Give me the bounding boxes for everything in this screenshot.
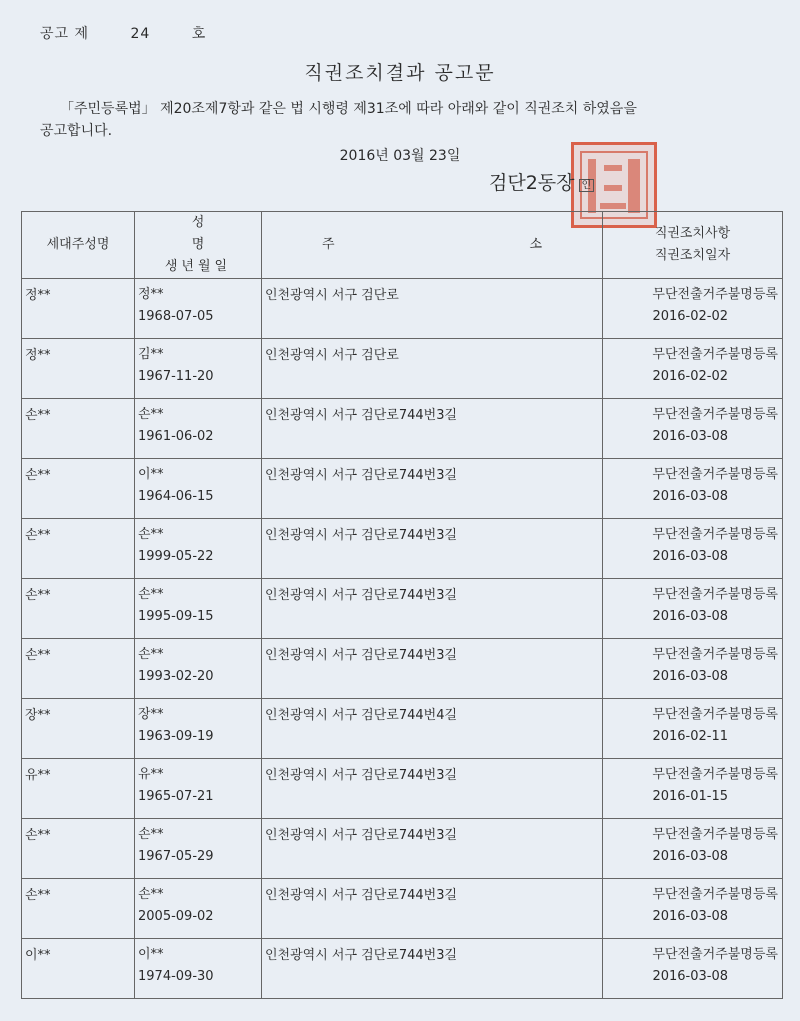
name-birth-cell bbox=[135, 819, 262, 879]
action-date: 2016-03-08 bbox=[652, 549, 728, 564]
head-of-household-cell: 장** bbox=[22, 699, 135, 759]
action-date: 2016-03-08 bbox=[652, 669, 728, 684]
birth-date: 1993-02-20 bbox=[138, 669, 214, 684]
person-name: 손** bbox=[138, 587, 164, 602]
table-row bbox=[22, 939, 783, 999]
header-action-date: 직권조치일자 bbox=[654, 248, 731, 263]
birth-date: 1967-05-29 bbox=[138, 849, 214, 864]
notice-number: 24 bbox=[130, 26, 151, 42]
person-name: 손** bbox=[138, 407, 164, 422]
name-birth-cell bbox=[135, 639, 262, 699]
name-birth-cell bbox=[135, 939, 262, 999]
person-name: 손** bbox=[138, 827, 164, 842]
head-of-household-cell: 손** bbox=[22, 579, 135, 639]
name-birth-cell bbox=[135, 339, 262, 399]
action-date: 2016-02-02 bbox=[652, 369, 728, 384]
head-of-household-cell: 손** bbox=[22, 399, 135, 459]
address-cell: 인천광역시 서구 검단로744번4길 bbox=[262, 699, 603, 759]
address-cell: 인천광역시 서구 검단로744번3길 bbox=[262, 639, 603, 699]
action-cell bbox=[603, 699, 783, 759]
table-row bbox=[22, 879, 783, 939]
action-type: 무단전출거주불명등록 bbox=[652, 467, 778, 482]
action-type: 무단전출거주불명등록 bbox=[652, 647, 778, 662]
table-row bbox=[22, 399, 783, 459]
table-row bbox=[22, 579, 783, 639]
header-address-left: 주 bbox=[322, 237, 335, 252]
head-of-household-cell: 손** bbox=[22, 519, 135, 579]
head-of-household-cell: 손** bbox=[22, 819, 135, 879]
birth-date: 1964-06-15 bbox=[138, 489, 214, 504]
action-cell bbox=[603, 339, 783, 399]
signer bbox=[489, 168, 594, 195]
action-type: 무단전출거주불명등록 bbox=[652, 827, 778, 842]
header-name: 성 명 bbox=[191, 215, 245, 252]
head-of-household-cell: 정** bbox=[22, 279, 135, 339]
action-type: 무단전출거주불명등록 bbox=[652, 947, 778, 962]
address-cell: 인천광역시 서구 검단로744번3길 bbox=[262, 819, 603, 879]
notice-date: 2016년 03월 23일 bbox=[339, 148, 461, 164]
birth-date: 1961-06-02 bbox=[138, 429, 214, 444]
action-type: 무단전출거주불명등록 bbox=[652, 767, 778, 782]
header-name-birth bbox=[135, 212, 262, 279]
table-row bbox=[22, 519, 783, 579]
table-row bbox=[22, 819, 783, 879]
header-address-right: 소 bbox=[529, 237, 542, 252]
person-name: 정** bbox=[138, 287, 164, 302]
address-cell: 인천광역시 서구 검단로 bbox=[262, 279, 603, 339]
head-of-household-cell: 이** bbox=[22, 939, 135, 999]
birth-date: 1995-09-15 bbox=[138, 609, 214, 624]
intro-line-2: 공고합니다. bbox=[40, 123, 113, 139]
birth-date: 1974-09-30 bbox=[138, 969, 214, 984]
action-cell bbox=[603, 519, 783, 579]
table-row bbox=[22, 699, 783, 759]
notice-number-line bbox=[40, 23, 206, 43]
table-row bbox=[22, 459, 783, 519]
action-date: 2016-02-11 bbox=[652, 729, 728, 744]
table-row bbox=[22, 279, 783, 339]
action-type: 무단전출거주불명등록 bbox=[652, 587, 778, 602]
person-name: 손** bbox=[138, 647, 164, 662]
birth-date: 2005-09-02 bbox=[138, 909, 214, 924]
action-cell bbox=[603, 939, 783, 999]
birth-date: 1963-09-19 bbox=[138, 729, 214, 744]
signer-title: 검단2동장 bbox=[489, 172, 575, 194]
address-cell: 인천광역시 서구 검단로744번3길 bbox=[262, 939, 603, 999]
name-birth-cell bbox=[135, 759, 262, 819]
address-cell: 인천광역시 서구 검단로 bbox=[262, 339, 603, 399]
address-cell: 인천광역시 서구 검단로744번3길 bbox=[262, 459, 603, 519]
action-type: 무단전출거주불명등록 bbox=[652, 287, 778, 302]
intro-text bbox=[40, 98, 740, 142]
action-type: 무단전출거주불명등록 bbox=[652, 527, 778, 542]
table-row bbox=[22, 639, 783, 699]
action-cell bbox=[603, 459, 783, 519]
action-date: 2016-02-02 bbox=[652, 309, 728, 324]
header-head-of-household: 세대주성명 bbox=[22, 212, 135, 279]
header-address bbox=[262, 212, 603, 279]
action-cell bbox=[603, 819, 783, 879]
action-cell bbox=[603, 759, 783, 819]
page-title: 직권조치결과 공고문 bbox=[304, 62, 496, 84]
action-cell bbox=[603, 279, 783, 339]
action-type: 무단전출거주불명등록 bbox=[652, 887, 778, 902]
action-type: 무단전출거주불명등록 bbox=[652, 407, 778, 422]
header-action bbox=[603, 212, 783, 279]
header-birth: 생년월일 bbox=[164, 259, 232, 274]
action-date: 2016-01-15 bbox=[652, 789, 728, 804]
person-name: 유** bbox=[138, 767, 164, 782]
address-cell: 인천광역시 서구 검단로744번3길 bbox=[262, 519, 603, 579]
action-cell bbox=[603, 639, 783, 699]
table-row bbox=[22, 339, 783, 399]
name-birth-cell bbox=[135, 699, 262, 759]
name-birth-cell bbox=[135, 519, 262, 579]
action-date: 2016-03-08 bbox=[652, 849, 728, 864]
action-date: 2016-03-08 bbox=[652, 969, 728, 984]
intro-line-1: 「주민등록법」 제20조제7항과 같은 법 시행령 제31조에 따라 아래와 같이 직권조치 하였음을 bbox=[60, 101, 637, 117]
action-cell bbox=[603, 399, 783, 459]
birth-date: 1967-11-20 bbox=[138, 369, 214, 384]
name-birth-cell bbox=[135, 879, 262, 939]
person-name: 이** bbox=[138, 467, 164, 482]
table-header-row bbox=[22, 212, 783, 279]
person-name: 김** bbox=[138, 347, 164, 362]
name-birth-cell bbox=[135, 459, 262, 519]
person-name: 손** bbox=[138, 887, 164, 902]
action-type: 무단전출거주불명등록 bbox=[652, 707, 778, 722]
address-cell: 인천광역시 서구 검단로744번3길 bbox=[262, 759, 603, 819]
head-of-household-cell: 손** bbox=[22, 639, 135, 699]
birth-date: 1999-05-22 bbox=[138, 549, 214, 564]
head-of-household-cell: 손** bbox=[22, 459, 135, 519]
seal-mark: 인 bbox=[579, 179, 595, 192]
action-date: 2016-03-08 bbox=[652, 909, 728, 924]
action-cell bbox=[603, 579, 783, 639]
notice-suffix: 호 bbox=[191, 26, 207, 42]
person-name: 이** bbox=[138, 947, 164, 962]
address-cell: 인천광역시 서구 검단로744번3길 bbox=[262, 879, 603, 939]
person-name: 장** bbox=[138, 707, 164, 722]
address-cell: 인천광역시 서구 검단로744번3길 bbox=[262, 579, 603, 639]
action-cell bbox=[603, 879, 783, 939]
action-date: 2016-03-08 bbox=[652, 429, 728, 444]
action-type: 무단전출거주불명등록 bbox=[652, 347, 778, 362]
name-birth-cell bbox=[135, 279, 262, 339]
birth-date: 1965-07-21 bbox=[138, 789, 214, 804]
action-date: 2016-03-08 bbox=[652, 489, 728, 504]
result-table bbox=[21, 211, 783, 999]
head-of-household-cell: 정** bbox=[22, 339, 135, 399]
name-birth-cell bbox=[135, 579, 262, 639]
header-action-type: 직권조치사항 bbox=[654, 226, 731, 241]
address-cell: 인천광역시 서구 검단로744번3길 bbox=[262, 399, 603, 459]
head-of-household-cell: 유** bbox=[22, 759, 135, 819]
person-name: 손** bbox=[138, 527, 164, 542]
head-of-household-cell: 손** bbox=[22, 879, 135, 939]
birth-date: 1968-07-05 bbox=[138, 309, 214, 324]
notice-label: 공고 제 bbox=[40, 26, 90, 42]
name-birth-cell bbox=[135, 399, 262, 459]
action-date: 2016-03-08 bbox=[652, 609, 728, 624]
table-row bbox=[22, 759, 783, 819]
